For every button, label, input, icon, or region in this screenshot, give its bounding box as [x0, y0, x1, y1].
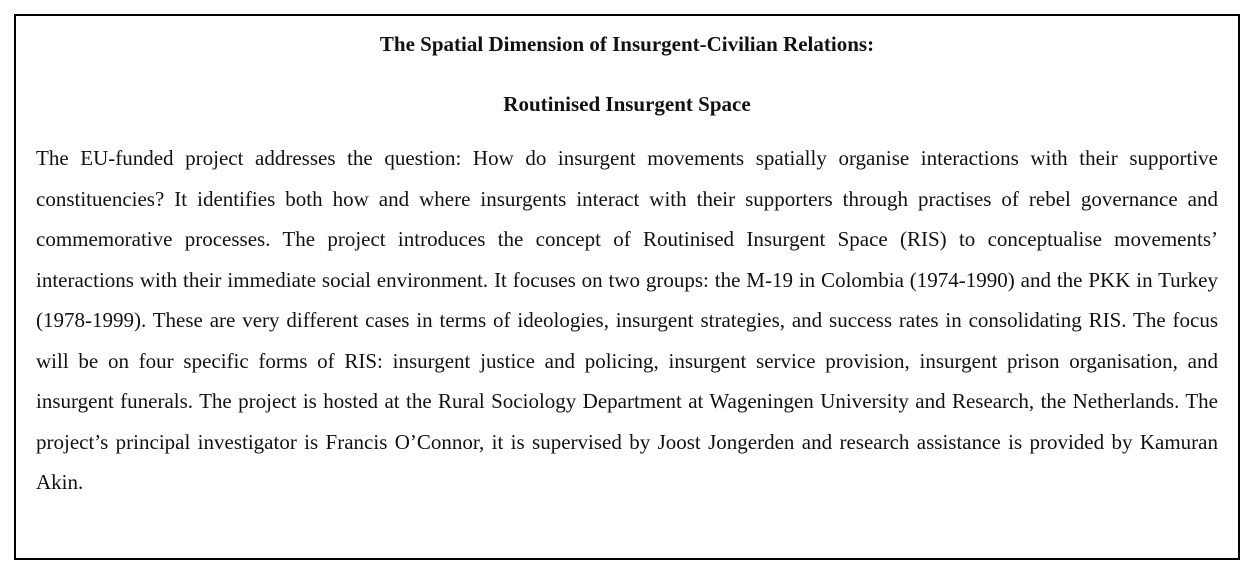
document-box [14, 14, 1240, 560]
document-body: The EU-funded project addresses the question: How do insurgent movements spatially organise interactions with their supportive constituencies? It identifies both how and where insurgents interact with their supporters through practises of rebel governance and commemorative processes. The project introduces the concept of Routinised Insurgent Space (RIS) to conceptualise movements’ interactions with their immediate social environment. It focuses on two groups: the M-19 in Colombia (1974-1990) and the PKK in Turkey (1978-1999). These are very different cases in terms of ideologies, insurgent strategies, and success rates in consolidating RIS. The focus will be on four specific forms of RIS: insurgent justice and policing, insurgent service provision, insurgent prison organisation, and insurgent funerals. The project is hosted at the Rural Sociology Department at Wageningen University and Research, the Netherlands. The project’s principal investigator is Francis O’Connor, it is supervised by Joost Jongerden and research assistance is provided by Kamuran Akin. [36, 146, 1218, 494]
document-subtitle: Routinised Insurgent Space [503, 92, 751, 116]
document-title: The Spatial Dimension of Insurgent-Civilian Relations: [379, 32, 875, 56]
